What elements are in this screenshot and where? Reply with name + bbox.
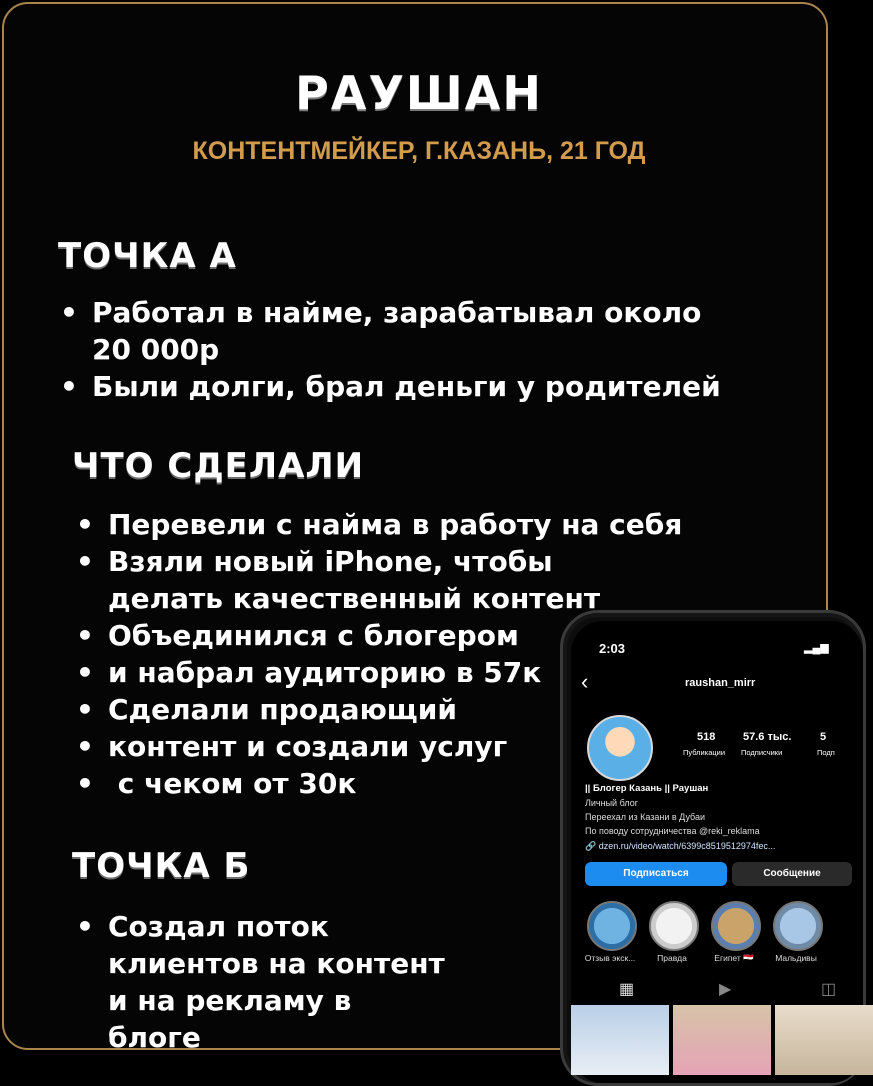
point-b-heading: ТОЧКА Б [72,846,251,886]
highlight-circle[interactable] [711,901,761,951]
point-a-list [58,294,738,405]
list-item: • Были долги, брал деньги у родителей [58,368,738,405]
reels-tab-icon[interactable]: ▶ [719,981,732,998]
list-item: • Перевели с найма в работу на себя [74,506,714,543]
bio-link[interactable] [585,841,775,852]
tagged-tab-icon[interactable]: ◫ [821,981,837,998]
list-item: • Создал поток клиентов на контент и на рекламу в блоге [74,908,454,1056]
bio-line: По поводу сотрудничества @reki_reklama [585,826,760,836]
grid-tab-icon[interactable]: ▦ [619,981,635,998]
point-a-heading: ТОЧКА А [58,236,237,276]
status-time: 2:03 [599,641,626,656]
highlight-label: Правда [657,953,687,963]
point-b-list [74,908,454,1056]
highlight-circle[interactable] [773,901,823,951]
list-item: • и набрал аудиторию в 57к [74,654,714,691]
back-chevron-icon[interactable]: ‹ [581,669,589,694]
profile-username: raushan_mirr [685,677,756,689]
post-thumbnail[interactable] [673,1005,771,1075]
highlight-circle[interactable] [649,901,699,951]
list-item: • контент и создали услуг [74,728,714,765]
profile-card [2,2,837,1054]
highlight-label: Мальдивы [775,953,817,963]
list-item: • Взяли новый iPhone, чтобы делать качественный контент [74,543,668,617]
post-thumbnail[interactable] [775,1005,873,1075]
list-item: • с чеком от 30к [74,765,714,802]
stat-followers-value[interactable]: 57.6 тыс. [743,731,792,743]
post-thumbnail[interactable] [571,1005,669,1075]
message-button[interactable]: Сообщение [732,862,852,886]
list-item: • Сделали продающий [74,691,714,728]
page-subtitle: КОНТЕНТМЕЙКЕР, Г.КАЗАНЬ, 21 ГОД [192,137,646,165]
done-heading: ЧТО СДЕЛАЛИ [72,446,365,486]
page-title: РАУШАН [295,66,543,120]
bio-line: Личный блог [585,798,638,808]
avatar[interactable] [587,715,653,781]
bio-line: Переехал из Казани в Дубаи [585,812,706,822]
stat-followers-label: Подписчики [741,748,783,757]
stat-posts-value: 518 [697,731,716,743]
link-icon: 🔗 [585,841,597,851]
bio-link-text[interactable]: dzen.ru/video/watch/6399c8519512974fec... [598,841,776,851]
signal-icon: ▂▄▆ [804,642,829,654]
follow-button[interactable]: Подписаться [585,862,727,886]
list-item: • Объединился с блогером [74,617,714,654]
stat-following-label: Подп [817,748,835,757]
stat-posts-label: Публикации [683,748,726,757]
highlight-circle[interactable] [587,901,637,951]
stat-following-value[interactable]: 5 [820,731,827,743]
highlight-label: Отзыв экск... [584,953,636,963]
highlight-label: Египет 🇪🇬 [714,953,754,963]
list-item: • Работал в найме, зарабатывал около 20 000р [58,294,738,368]
bio-name: || Блогер Казань || Раушан [585,783,709,794]
instagram-profile-screen [571,621,863,1083]
phone-mockup [560,610,866,1086]
